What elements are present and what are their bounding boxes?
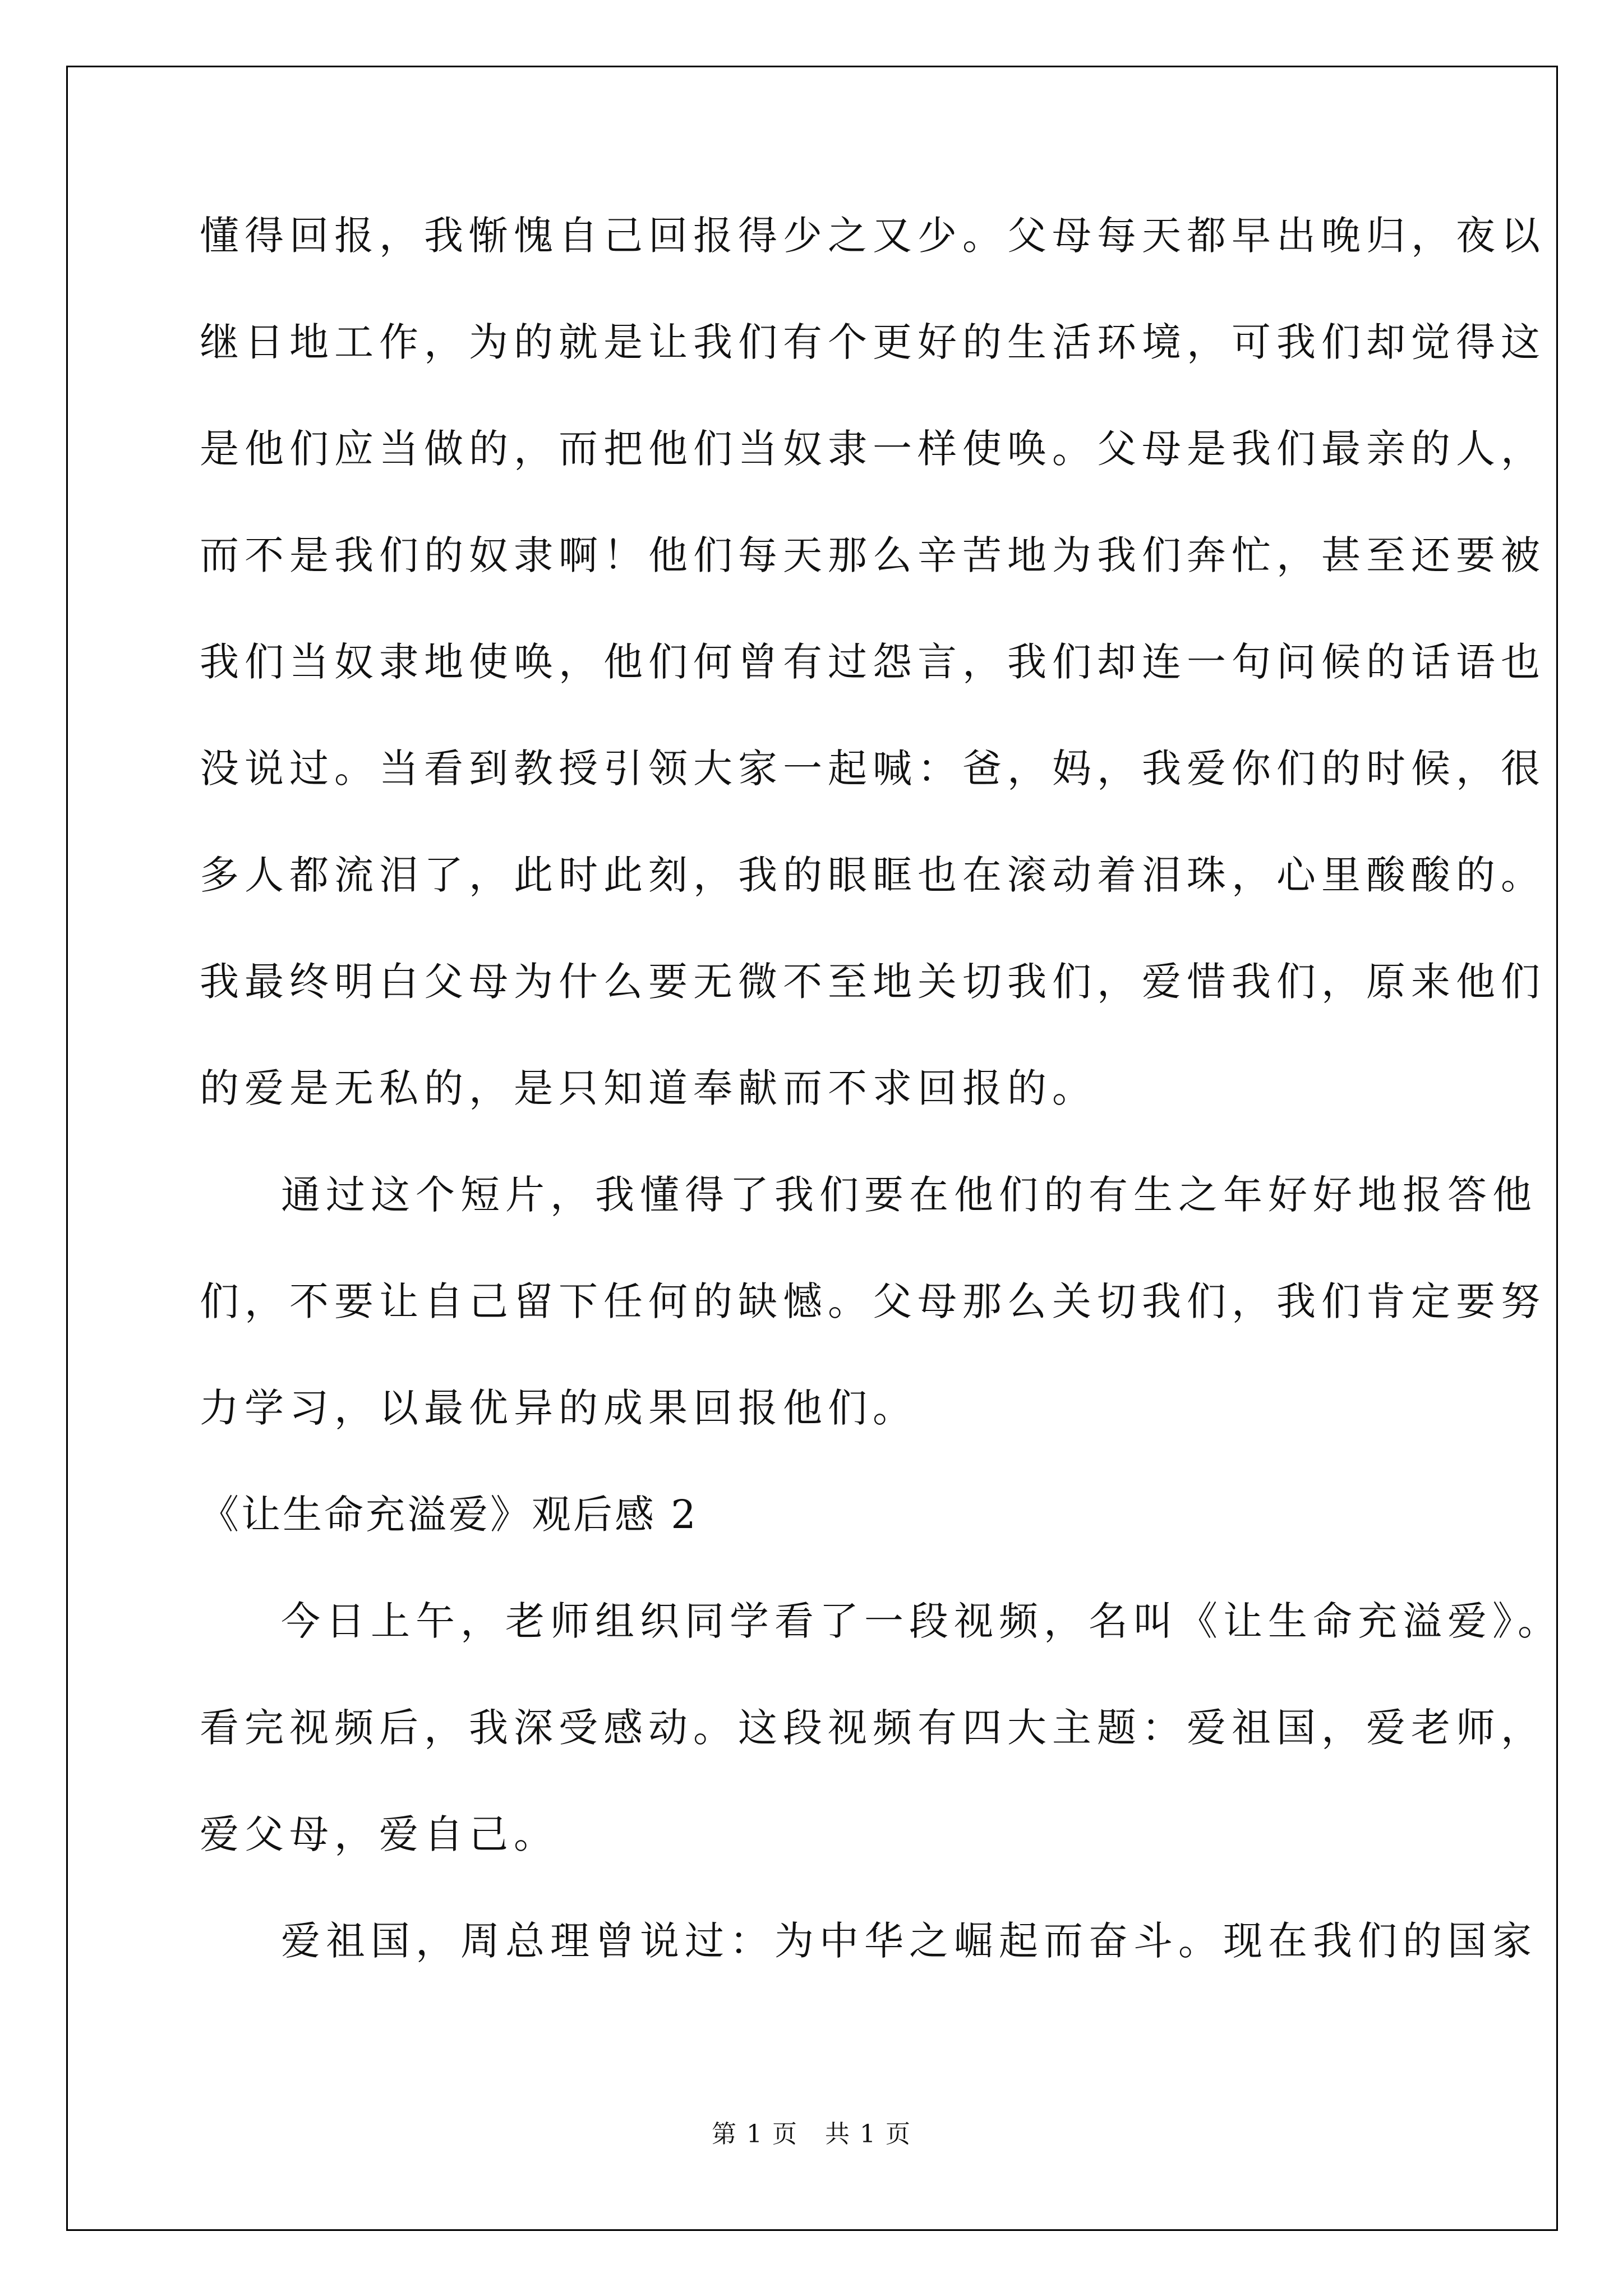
paragraph-start-line: 爱祖国，周总理曾说过：为中华之崛起而奋斗。现在我们的国家 [281, 1918, 1537, 1964]
text-line: 没说过。当看到教授引领大家一起喊：爸，妈，我爱你们的时候，很 [200, 746, 1546, 792]
paragraph-start-line: 通过这个短片，我懂得了我们要在他们的有生之年好好地报答他 [281, 1172, 1537, 1218]
text-line: 爱父母，爱自己。 [200, 1811, 559, 1857]
text-line: 我们当奴隶地使唤，他们何曾有过怨言，我们却连一句问候的话语也 [200, 639, 1546, 685]
text-line: 懂得回报，我惭愧自己回报得少之又少。父母每天都早出晚归，夜以 [200, 213, 1546, 259]
section-heading: 《让生命充溢爱》观后感 2 [200, 1492, 698, 1538]
text-line: 我最终明白父母为什么要无微不至地关切我们，爱惜我们，原来他们 [200, 959, 1546, 1005]
text-line: 多人都流泪了，此时此刻，我的眼眶也在滚动着泪珠，心里酸酸的。 [200, 852, 1546, 898]
text-line: 力学习，以最优异的成果回报他们。 [200, 1385, 917, 1431]
document-body [200, 213, 1562, 2028]
text-line: 继日地工作，为的就是让我们有个更好的生活环境，可我们却觉得这 [200, 319, 1546, 365]
page-footer: 第 1 页 共 1 页 [712, 2120, 911, 2148]
paragraph-start-line: 今日上午，老师组织同学看了一段视频，名叫《让生命充溢爱》。 [281, 1598, 1562, 1644]
text-line: 而不是我们的奴隶啊！他们每天那么辛苦地为我们奔忙，甚至还要被 [200, 532, 1546, 578]
text-line: 的爱是无私的，是只知道奉献而不求回报的。 [200, 1065, 1097, 1111]
text-line: 看完视频后，我深受感动。这段视频有四大主题：爱祖国，爱老师， [200, 1705, 1546, 1751]
text-line: 是他们应当做的，而把他们当奴隶一样使唤。父母是我们最亲的人， [200, 426, 1546, 472]
text-line: 们，不要让自己留下任何的缺憾。父母那么关切我们，我们肯定要努 [200, 1278, 1546, 1324]
